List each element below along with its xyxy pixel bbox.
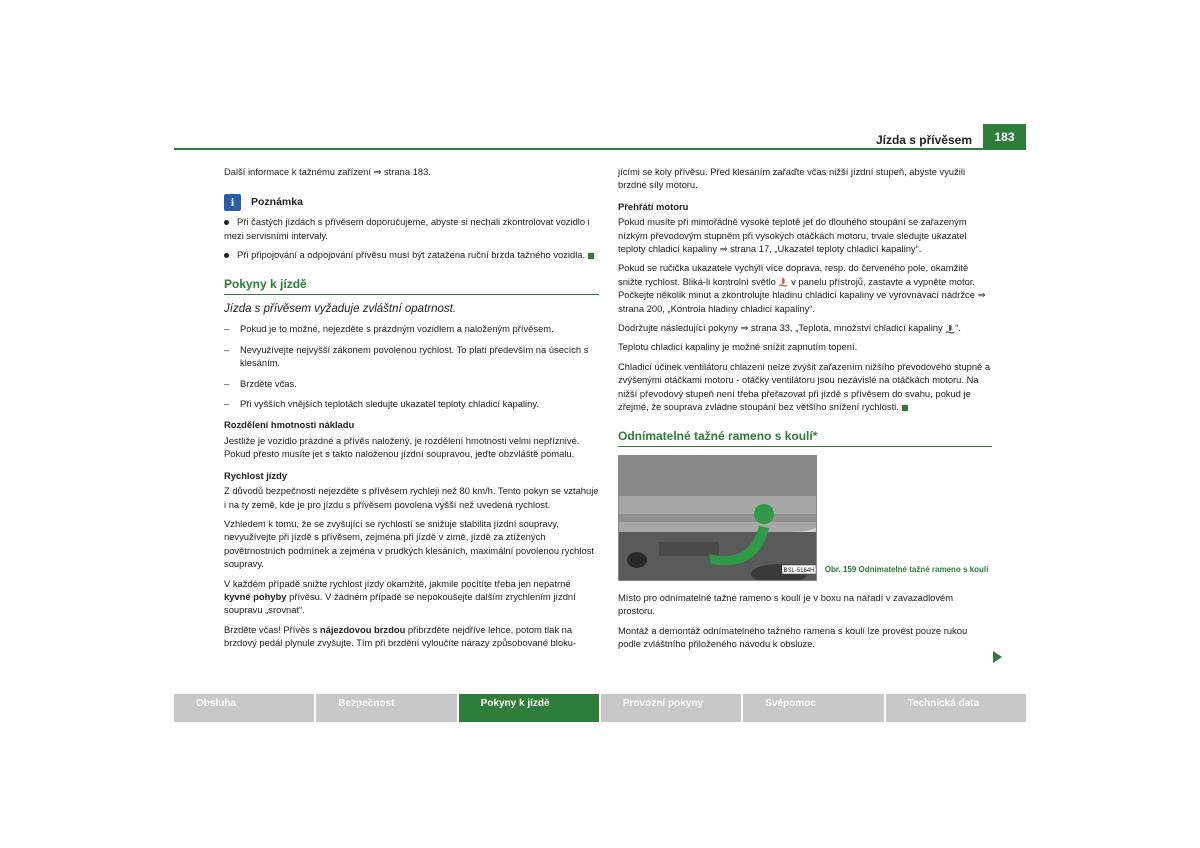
note-bullet: Při připojování a odpojování přívěsu musí být zatažena ruční brzda tažného vozidla. bbox=[224, 248, 599, 261]
paragraph: V každém případě snižte rychlost jízdy okamžitě, jakmile pocítíte třeba jen nepatrné kyvné pohyby přívěsu. V žádném případě se nepokoušejte dalším zrychlením jízdní soupravu „srovnat“. bbox=[224, 577, 576, 616]
paragraph: Pokud se ručička ukazatele vychýlí více doprava, resp. do červeného pole, okamžitě snižte rychlost. Bliká-li kontrolní světlo v panelu přístrojů, zastavte a vypněte motor. Počkejte několik minut a zkontrolujte hladinu chladicí kapaliny ve vyrovnávací nádržce ⇒ strana 200, „Kontrola hladiny chladicí kapaliny“. bbox=[618, 262, 986, 314]
note-bullet: Při častých jízdách s přívěsem doporučujeme, abyste si nechali zkontrolovat vozidlo i mezi servisními intervaly. bbox=[224, 216, 590, 241]
header-rule bbox=[174, 148, 1026, 150]
towbar-image bbox=[618, 455, 817, 581]
footer-tab-pokyny-k-jizde[interactable]: Pokyny k jízdě bbox=[459, 694, 599, 722]
bullet-dot-icon bbox=[224, 220, 229, 225]
note-title: Poznámka bbox=[251, 196, 303, 209]
footer-tab-provozni-pokyny[interactable]: Provozní pokyny bbox=[601, 694, 741, 722]
figure bbox=[618, 455, 992, 581]
paragraph: Pokud musíte při mimořádně vysoké teplotě jet do dlouhého stoupání se zařazeným nízkým převodovým stupněm při vysokých otáčkách motoru, trvale sledujte ukazatel teploty chladicí kapaliny ⇒ strana 17, „Ukazatel teploty chladicí kapaliny“. bbox=[618, 216, 967, 255]
footer-tab-technicka-data[interactable]: Technická data bbox=[886, 694, 1026, 722]
info-icon: i bbox=[224, 194, 241, 211]
paragraph: Z důvodů bezpečnosti nejezděte s přívěsem rychleji než 80 km/h. Tento pokyn se vztahuje i na ty země, kde je pro jízdu s přívěsem povolena vyšší než uvedená rychlost. bbox=[224, 485, 599, 510]
left-column bbox=[224, 165, 599, 656]
footer-tab-svepomoc[interactable]: Svépomoc bbox=[743, 694, 883, 722]
figure-code: BSL-5164H bbox=[783, 567, 815, 574]
paragraph: Teplotu chladicí kapaliny je možné snížit zapnutím topení. bbox=[618, 341, 858, 353]
footer-tab-bezpecnost[interactable]: Bezpečnost bbox=[316, 694, 456, 722]
note-header bbox=[224, 194, 599, 211]
list-item: – Pokud je to možné, nejezděte s prázdným vozidlem a naloženým přívěsem. bbox=[224, 323, 554, 335]
paragraph: Montáž a demontáž odnímatelného tažného ramena s koulí lze provést pouze rukou podle zvláštního přiloženého návodu k obsluze. bbox=[618, 624, 968, 650]
list-item: – Brzděte včas. bbox=[224, 377, 297, 389]
paragraph: Místo pro odnímatelné tažné rameno s koulí je v boxu na nářadí v zavazadlovém prostoru. bbox=[618, 591, 954, 617]
paragraph: jícími se koly přívěsu. Před klesáním zařaďte včas nižší jízdní stupeň, abyste využili brzdné síly motoru. bbox=[618, 166, 966, 191]
paragraph: Jestliže je vozidlo prázdné a přívěs naložený, je rozdělení hmotnosti velmi nepříznivé. Pokud přesto musíte jet s takto naloženou jízdní soupravou, jeďte obzvláště pomalu. bbox=[224, 434, 580, 460]
paragraph: Brzděte včas! Přívěs s nájezdovou brzdou přibrzděte nejdříve lehce, potom tlak na brzdový pedál plynule zvyšujte. Tím při brzdění vyloučíte nárazy způsobované bloku- bbox=[224, 623, 577, 649]
footer-tab-obsluha[interactable]: Obsluha bbox=[174, 694, 314, 722]
footer-nav bbox=[174, 694, 1026, 722]
towbar-illustration bbox=[619, 456, 817, 580]
paragraph: Vzhledem k tomu, že se zvyšující se rychlostí se snižuje stabilita jízdní soupravy, nevyužívejte při jízdě s přívěsem, zejména při jízdě v zimě, jízdě za ztížených povětrnostních podmínek a zejména v prudkých klesáních, maximální povolenou rychlost soupravy. bbox=[224, 517, 594, 570]
intro-text: Další informace k tažnému zařízení ⇒ strana 183. bbox=[224, 166, 431, 177]
section-title-towbar: Odnímatelné tažné rameno s koulí* bbox=[618, 430, 992, 447]
list-item: – Nevyužívejte nejvyšší zákonem povolenou rychlost. To platí především na úsecích s klesáním. bbox=[224, 343, 589, 369]
paragraph: Chladicí účinek ventilátoru chlazení nelze zvýšit zařazením nižšího převodového stupně a zvýšenými otáčkami motoru - otáčky ventilátoru jsou nezávislé na otáčkách motoru. Na nižší převodový stupeň není třeba přeřazovat při jízdě s přívěsem do svahu, pokud je zřejmé, že souprava zvládne stoupání bez většího snížení rychlosti. bbox=[618, 360, 991, 413]
figure-caption: Obr. 159 Odnímatelné tažné rameno s koulí bbox=[824, 564, 989, 574]
section-end-icon bbox=[902, 405, 908, 411]
list-item: – Při vyšších vnějších teplotách sledujte ukazatel teploty chladicí kapaliny. bbox=[224, 398, 539, 410]
section-title-driving: Pokyny k jízdě bbox=[224, 278, 599, 295]
page-header-title: Jízda s přívěsem bbox=[875, 133, 972, 147]
paragraph: Dodržujte následující pokyny ⇒ strana 33, „Teplota, množství chladicí kapaliny “. bbox=[618, 322, 962, 334]
page-number: 183 bbox=[983, 124, 1026, 149]
subheading-speed: Rychlost jízdy bbox=[224, 469, 288, 481]
subheading-load: Rozdělení hmotnosti nákladu bbox=[224, 419, 355, 431]
coolant-temperature-icon bbox=[945, 324, 955, 334]
bullet-dot-icon bbox=[224, 253, 229, 258]
next-page-arrow-icon[interactable] bbox=[993, 651, 1002, 663]
right-column bbox=[618, 165, 992, 657]
section-lead: Jízda s přívěsem vyžaduje zvláštní opatrnost. bbox=[224, 303, 457, 316]
section-end-icon bbox=[588, 253, 594, 259]
subheading-overheat: Přehřátí motoru bbox=[618, 200, 689, 212]
coolant-warning-icon bbox=[778, 277, 788, 287]
